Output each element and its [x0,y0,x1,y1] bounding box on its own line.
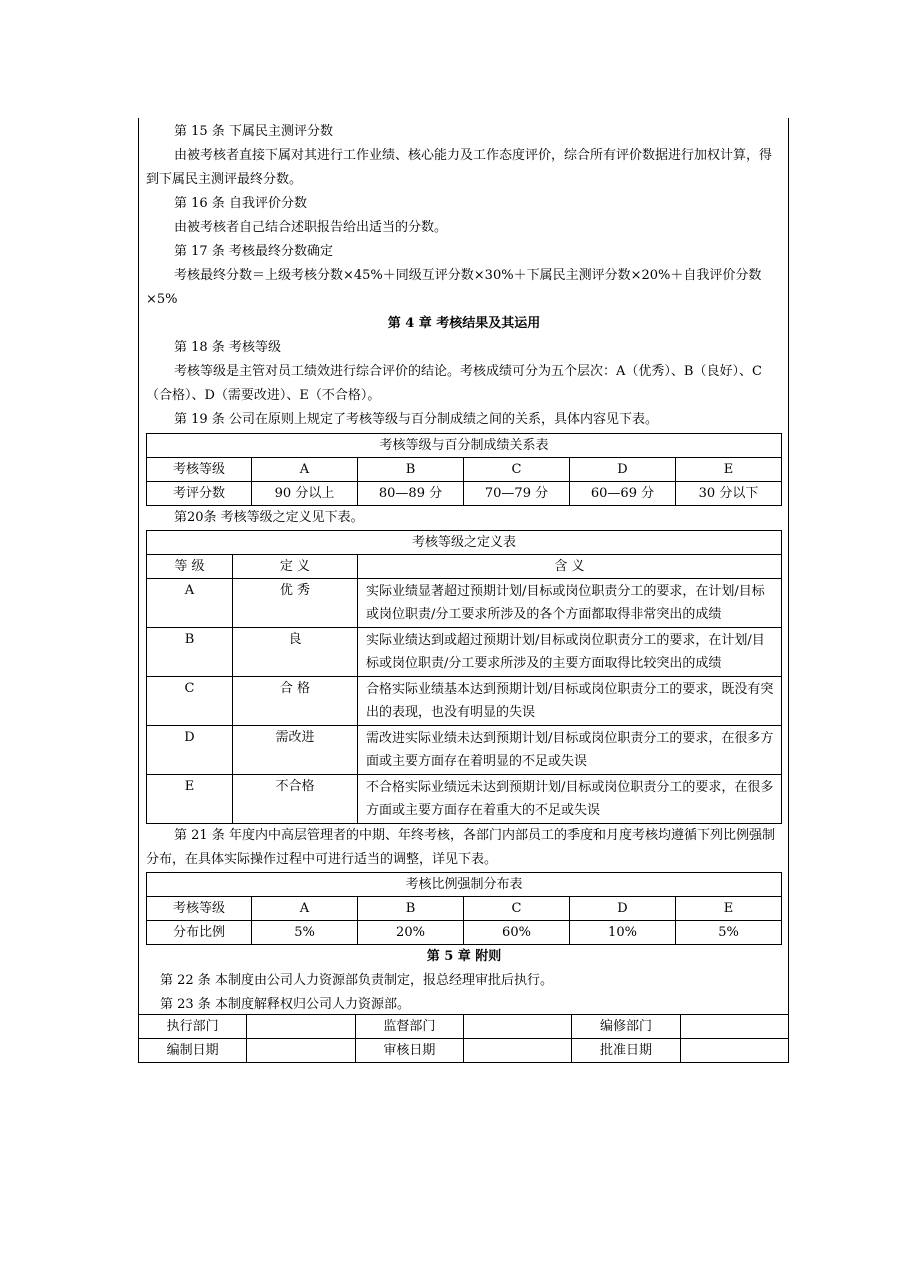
table-cell: 定 义 [233,555,358,579]
table-cell: 70—79 分 [464,482,570,506]
article-17-text: 考核最终分数＝上级考核分数×45%＋同级互评分数×30%＋下属民主测评分数×20%＋自我评价分数×5% [146,268,762,307]
article-22-text: 第 22 条 本制度由公司人力资源部负责制定，报总经理审批后执行。 [160,973,553,988]
grade-description: 合格实际业绩基本达到预期计划/目标或岗位职责分工的要求，既没有突出的表现，也没有明显的失误 [358,677,782,726]
grade-description: 需改进实际业绩未达到预期计划/目标或岗位职责分工的要求，在很多方面或主要方面存在着明显的不足或失误 [358,726,782,775]
signoff-row [139,1039,789,1063]
chapter-5-title: 第 5 章 附则 [426,949,502,964]
article-17-title: 第 17 条 考核最终分数确定 [174,244,333,259]
grade-definition-table [146,530,782,824]
score-relation-table [146,433,782,506]
table-cell: D [570,897,676,921]
table-cell: 编修部门 [572,1015,680,1039]
grade-code: E [147,775,233,824]
article-16-title: 第 16 条 自我评价分数 [174,196,307,211]
table-cell: E [676,897,782,921]
grade-name: 需改进 [233,726,358,775]
table-cell: 5% [252,921,358,945]
table-cell: 审核日期 [355,1039,463,1063]
grade-code: B [147,628,233,677]
article-18-title: 第 18 条 考核等级 [174,340,281,355]
table-row [147,579,782,628]
dist-table-row [147,921,782,945]
table-cell: 80—89 分 [358,482,464,506]
table-cell: 批准日期 [572,1039,680,1063]
table-cell: B [358,897,464,921]
table-cell: B [358,458,464,482]
table-cell: 执行部门 [139,1015,247,1039]
grade-description: 实际业绩显著超过预期计划/目标或岗位职责分工的要求，在计划/目标或岗位职责/分工要求所涉及的各个方面都取得非常突出的成绩 [358,579,782,628]
chapter-4-title: 第 4 章 考核结果及其运用 [387,316,541,331]
table-row [147,677,782,726]
table-cell: 10% [570,921,676,945]
blank-cell [680,1015,788,1039]
dist-table-title: 考核比例强制分布表 [147,873,782,897]
table-cell: 5% [676,921,782,945]
article-15-title: 第 15 条 下属民主测评分数 [174,124,333,139]
table-cell: C [464,897,570,921]
table-row [147,775,782,824]
table-cell: 分布比例 [147,921,252,945]
def-table-header [147,555,782,579]
table-cell: D [570,458,676,482]
table-cell: 90 分以上 [252,482,358,506]
grade-name: 不合格 [233,775,358,824]
score-table-header [147,458,782,482]
table-cell: 监督部门 [355,1015,463,1039]
article-16-text: 由被考核者自己结合述职报告给出适当的分数。 [174,220,448,235]
blank-cell [680,1039,788,1063]
table-cell: 考评分数 [147,482,252,506]
score-table-row [147,482,782,506]
table-cell: 60—69 分 [570,482,676,506]
table-cell: 20% [358,921,464,945]
article-20-text: 第20条 考核等级之定义见下表。 [174,510,364,525]
table-cell: 60% [464,921,570,945]
table-cell: A [252,897,358,921]
document-body [146,120,782,1017]
table-cell: A [252,458,358,482]
grade-description: 不合格实际业绩远未达到预期计划/目标或岗位职责分工的要求，在很多方面或主要方面存在着重大的不足或失误 [358,775,782,824]
table-cell: C [464,458,570,482]
table-cell: 含 义 [358,555,782,579]
grade-description: 实际业绩达到或超过预期计划/目标或岗位职责分工的要求，在计划/目标或岗位职责/分工要求所涉及的主要方面取得比较突出的成绩 [358,628,782,677]
table-cell: 考核等级 [147,458,252,482]
table-cell: 30 分以下 [676,482,782,506]
dist-table-header [147,897,782,921]
grade-name: 优 秀 [233,579,358,628]
blank-cell [463,1015,571,1039]
article-19-text: 第 19 条 公司在原则上规定了考核等级与百分制成绩之间的关系，具体内容见下表。 [174,412,658,427]
table-row [147,628,782,677]
blank-cell [247,1015,355,1039]
blank-cell [247,1039,355,1063]
grade-code: D [147,726,233,775]
signoff-row [139,1015,789,1039]
distribution-table [146,872,782,945]
table-cell: 等 级 [147,555,233,579]
signoff-block [138,1014,789,1063]
article-15-text: 由被考核者直接下属对其进行工作业绩、核心能力及工作态度评价，综合所有评价数据进行加权计算，得到下属民主测评最终分数。 [146,148,773,187]
article-18-text: 考核等级是主管对员工绩效进行综合评价的结论。考核成绩可分为五个层次：A（优秀）、B（良好）、C（合格）、D（需要改进）、E（不合格）。 [146,364,762,403]
grade-code: C [147,677,233,726]
table-cell: E [676,458,782,482]
grade-code: A [147,579,233,628]
article-21-text: 第 21 条 年度内中高层管理者的中期、年终考核，各部门内部员工的季度和月度考核均遵循下列比例强制分布，在具体实际操作过程中可进行适当的调整，详见下表。 [146,828,775,867]
grade-name: 合 格 [233,677,358,726]
blank-cell [463,1039,571,1063]
def-table-title: 考核等级之定义表 [147,531,782,555]
table-cell: 编制日期 [139,1039,247,1063]
table-cell: 考核等级 [147,897,252,921]
score-table-title: 考核等级与百分制成绩关系表 [147,434,782,458]
grade-name: 良 [233,628,358,677]
signoff-table [138,1014,789,1063]
table-row [147,726,782,775]
article-23-text: 第 23 条 本制度解释权归公司人力资源部。 [160,997,410,1012]
